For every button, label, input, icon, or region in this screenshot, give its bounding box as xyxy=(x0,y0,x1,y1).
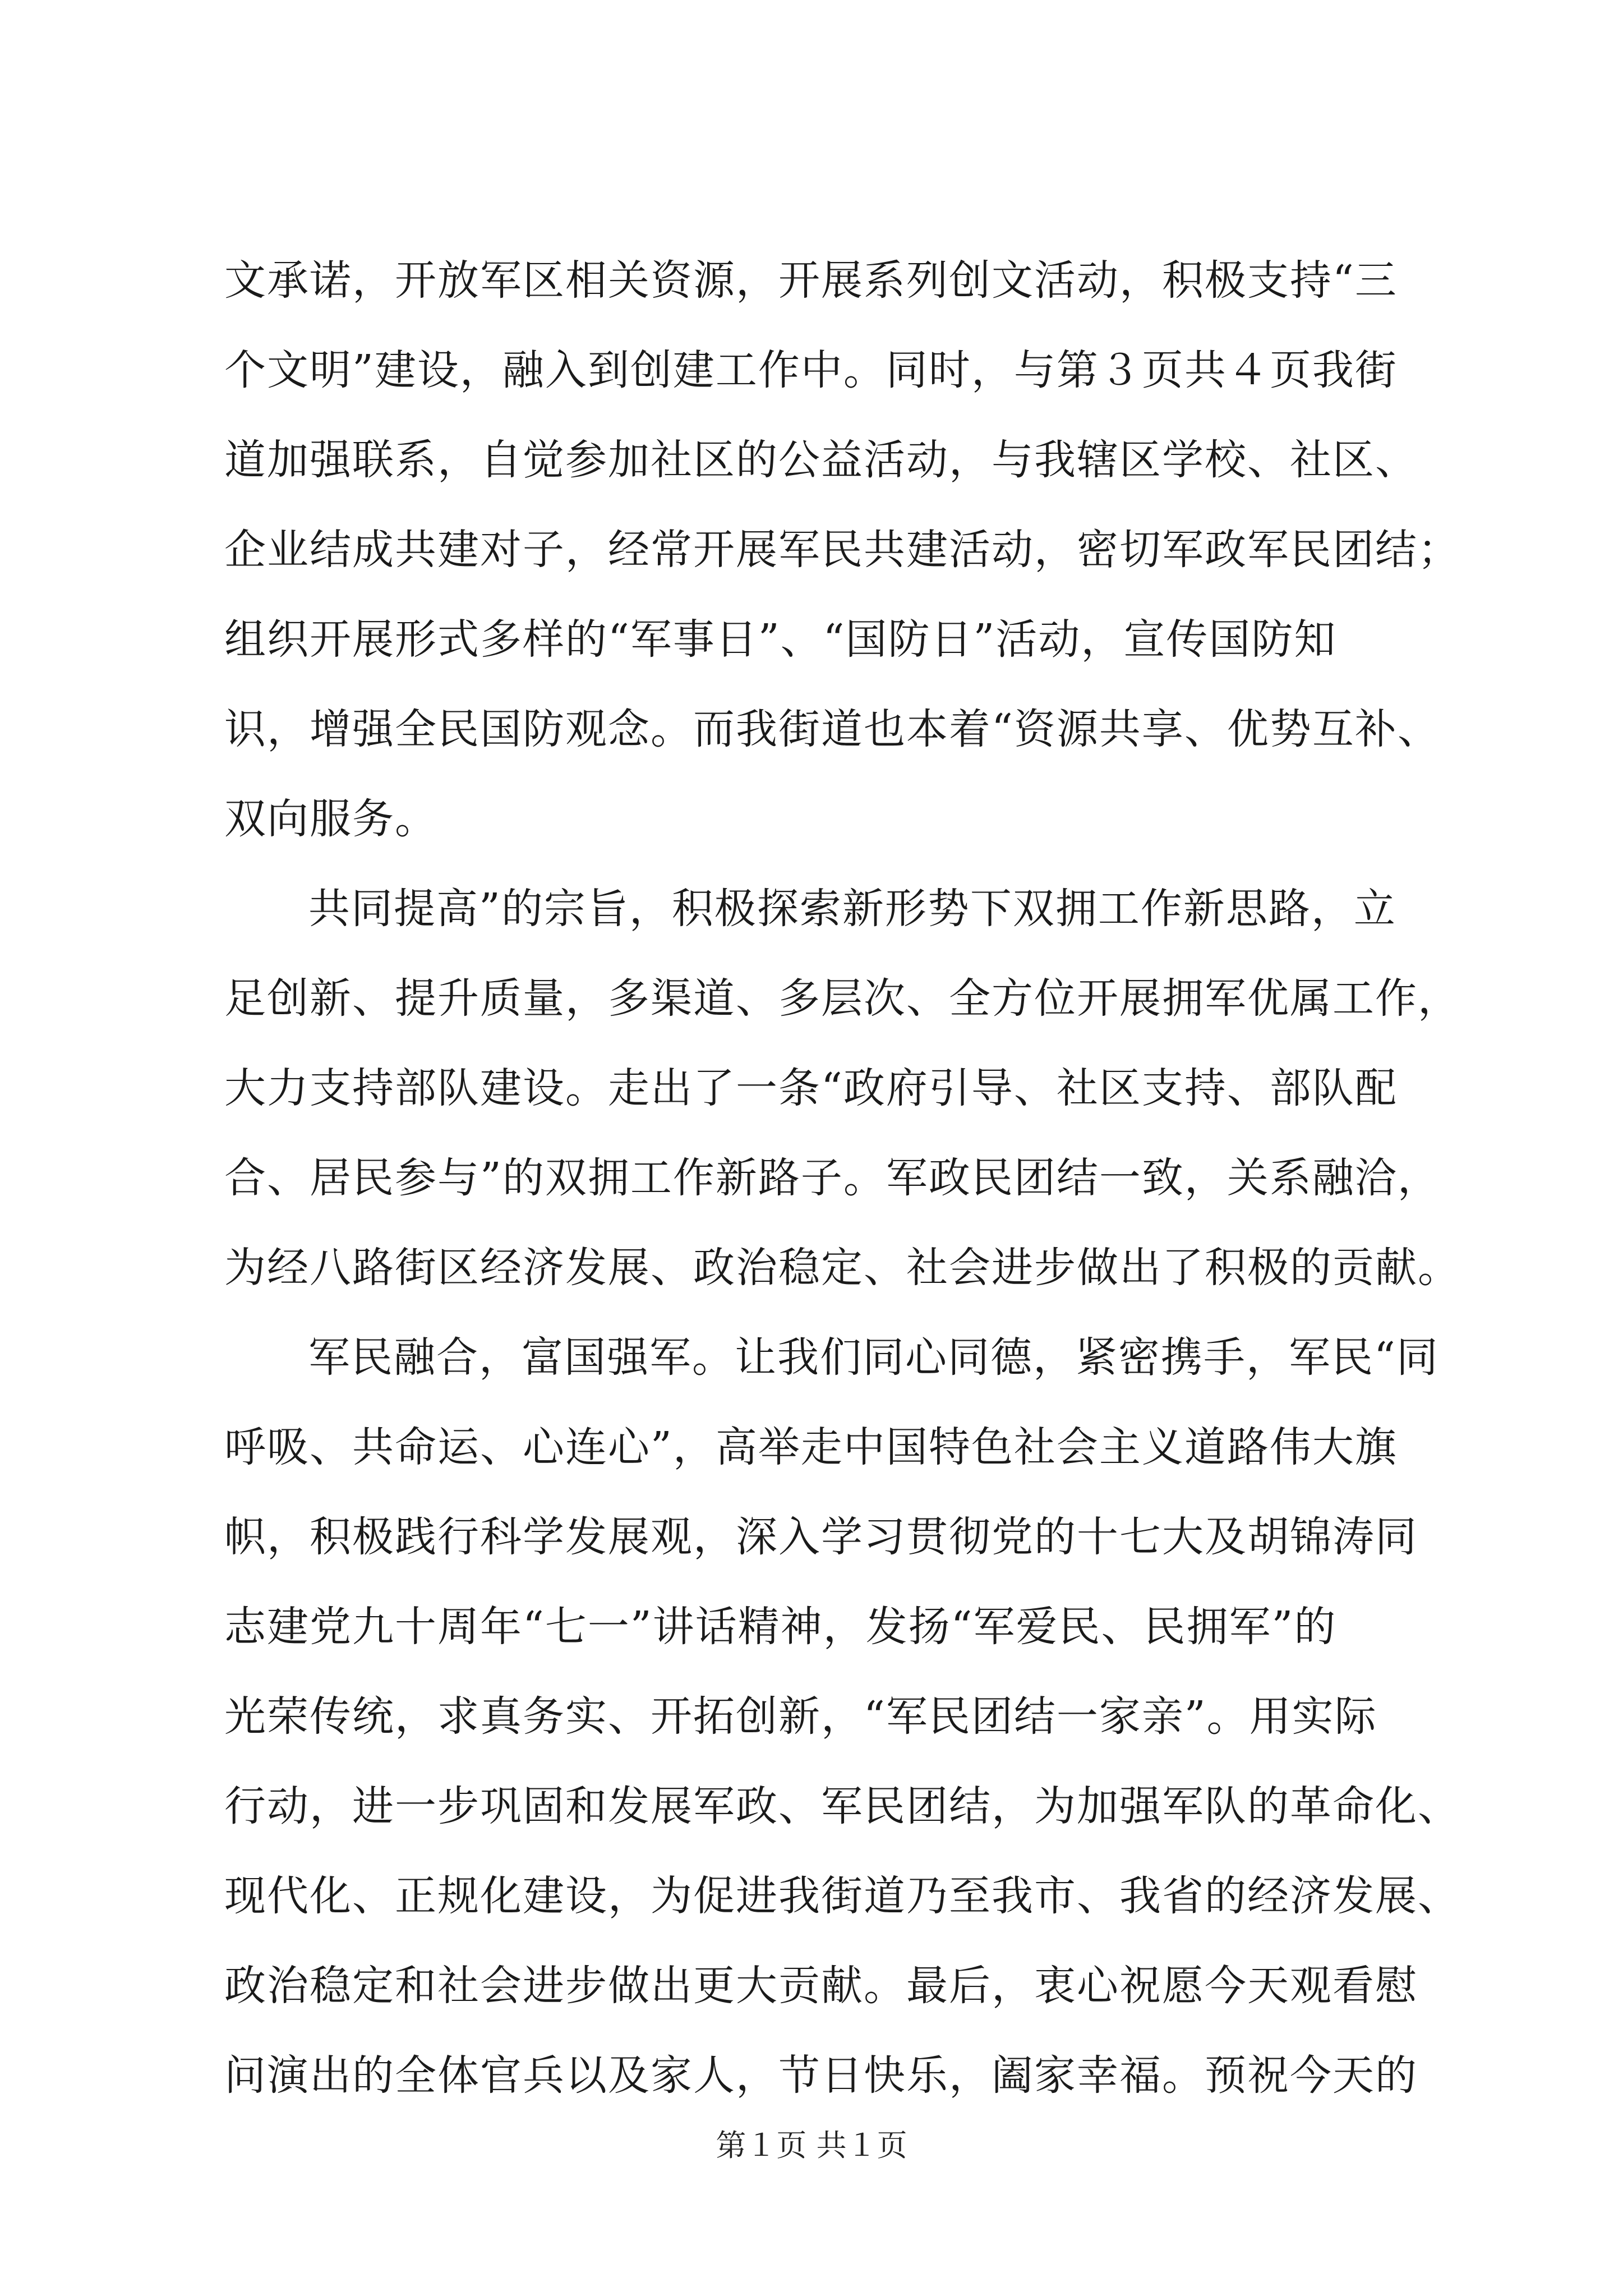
paragraph-line: 志建党九十周年“七一”讲话精神，发扬“军爱民、民拥军”的 xyxy=(224,1603,1337,1651)
paragraph-line: 政治稳定和社会进步做出更大贡献。最后，衷心祝愿今天观看慰 xyxy=(224,1962,1418,2010)
page-footer: 第１页 共１页 xyxy=(716,2128,907,2163)
paragraph-line: 道加强联系，自觉参加社区的公益活动，与我辖区学校、社区、 xyxy=(224,436,1418,484)
paragraph-line: 军民融合，富国强军。让我们同心同德，紧密携手，军民“同 xyxy=(308,1333,1439,1382)
paragraph-line: 帜，积极践行科学发展观，深入学习贯彻党的十七大及胡锦涛同 xyxy=(224,1513,1418,1561)
paragraph-line: 问演出的全体官兵以及家人，节日快乐，阖家幸福。预祝今天的 xyxy=(224,2051,1418,2100)
paragraph-line: 双向服务。 xyxy=(224,795,437,843)
paragraph-line: 大力支持部队建设。走出了一条“政府引导、社区支持、部队配 xyxy=(224,1064,1398,1112)
paragraph-line: 光荣传统，求真务实、开拓创新，“军民团结一家亲”。用实际 xyxy=(224,1692,1377,1741)
paragraph-line: 共同提高”的宗旨，积极探索新形势下双拥工作新思路，立 xyxy=(308,885,1396,933)
paragraph-line: 呼吸、共命运、心连心”，高举走中国特色社会主义道路伟大旗 xyxy=(224,1423,1398,1471)
paragraph-line: 足创新、提升质量，多渠道、多层次、全方位开展拥军优属工作， xyxy=(224,974,1460,1023)
paragraph-line: 文承诺，开放军区相关资源，开展系列创文活动，积极支持“三 xyxy=(224,256,1398,305)
paragraph-line: 个文明”建设，融入到创建工作中。同时，与第３页共４页我街 xyxy=(224,346,1398,394)
paragraph-line: 企业结成共建对子，经常开展军民共建活动，密切军政军民团结； xyxy=(224,526,1460,574)
paragraph-line: 现代化、正规化建设，为促进我街道乃至我市、我省的经济发展、 xyxy=(224,1872,1460,1920)
paragraph-line: 为经八路街区经济发展、政治稳定、社会进步做出了积极的贡献。 xyxy=(224,1244,1460,1292)
paragraph-line: 组织开展形式多样的“军事日”、“国防日”活动，宣传国防知 xyxy=(224,615,1337,664)
paragraph-line: 识，增强全民国防观念。而我街道也本着“资源共享、优势互补、 xyxy=(224,705,1440,753)
paragraph-line: 行动，进一步巩固和发展军政、军民团结，为加强军队的革命化、 xyxy=(224,1782,1460,1830)
paragraph-line: 合、居民参与”的双拥工作新路子。军政民团结一致，关系融洽， xyxy=(224,1154,1440,1202)
